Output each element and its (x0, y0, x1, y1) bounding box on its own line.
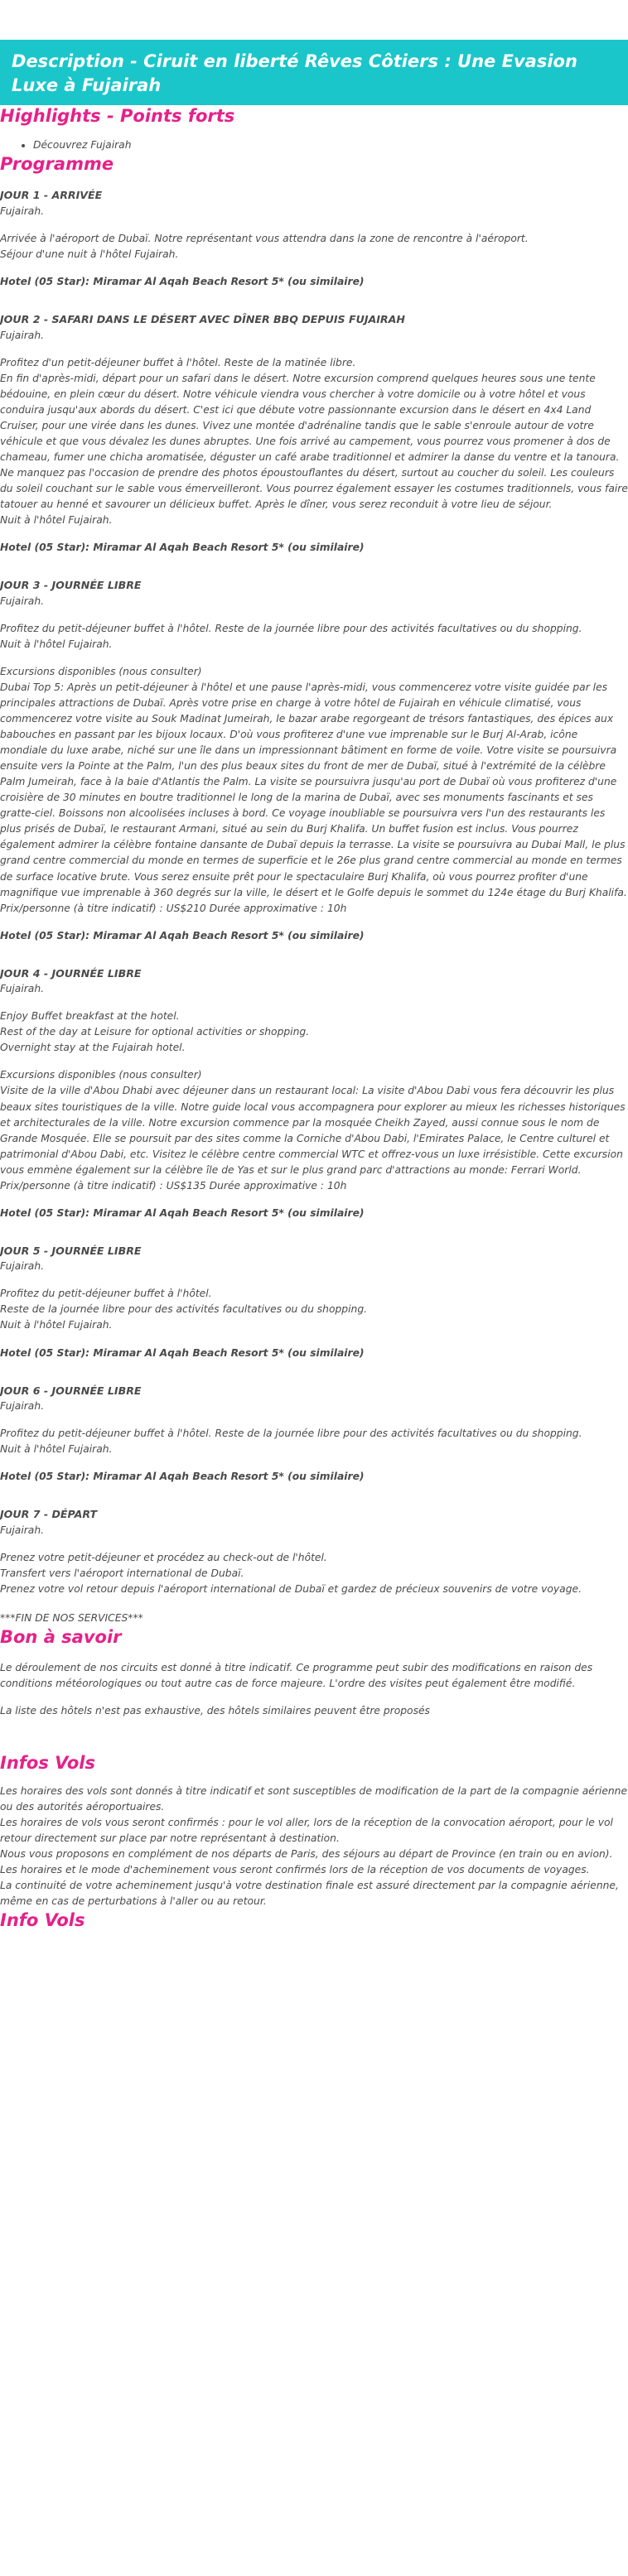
day-description: Profitez du petit-déjeuner buffet à l'hôtel. Reste de la journée libre pour des activités facultatives ou du shopping. Nuit à l'hôtel Fujairah. (0, 622, 582, 650)
list-item: • Découvrez Fujairah (33, 137, 628, 153)
day-title: JOUR 7 - DÉPART (0, 1508, 98, 1521)
day-place: Fujairah. (0, 595, 45, 607)
day-title: JOUR 2 - SAFARI DANS LE DÉSERT AVEC DÎNER BBQ DEPUIS FUJAIRAH (0, 313, 405, 326)
bon-a-savoir-text-1: Le déroulement de nos circuits est donné à titre indicatif. Ce programme peut subir des modifications en raison des conditions météorologiques ou tout autre cas de force majeure. L'ordre des visites peut également être modifié. (0, 1662, 593, 1690)
day-description: Profitez du petit-déjeuner buffet à l'hôtel. Reste de la journée libre pour des activités facultatives ou du shopping. Nuit à l'hôtel Fujairah. (0, 1428, 582, 1456)
day-description: Prenez votre petit-déjeuner et procédez au check-out de l'hôtel. Transfert vers l'aéroport international de Dubaï. Prenez votre vol retour depuis l'aéroport international de Dubaï et gardez de précieux souvenirs de votre voyage. (0, 1551, 582, 1595)
day-hotel: Hotel (05 Star): Miramar Al Aqah Beach Resort 5* (ou similaire) (0, 1206, 365, 1219)
bon-a-savoir-heading: Bon à savoir (0, 1627, 122, 1648)
end-of-services-note: ***FIN DE NOS SERVICES*** (0, 1611, 143, 1624)
day-hotel: Hotel (05 Star): Miramar Al Aqah Beach Resort 5* (ou similaire) (0, 1471, 365, 1483)
info-vols-heading: Info Vols (0, 1910, 85, 1931)
day-title: JOUR 3 - JOURNÉE LIBRE (0, 579, 142, 592)
programme-day (0, 1506, 628, 1597)
programme-day (0, 1243, 628, 1361)
programme-day (0, 187, 628, 290)
day-description: Excursions disponibles (nous consulter) Visite de la ville d'Abou Dhabi avec déjeuner dans un restaurant local: La visite d'Abou Dabi vous fera découvrir les plus beaux sites touristiques de la ville. Notre guide local vous accompagnera pour explorer au mieux les richesses historiques et architecturales de la ville. Notre excursion commence par la mosquée Cheikh Zayed, aussi connue sous le nom de Grande Mosquée. Elle se poursuit par des sites comme la Corniche d'Abou Dabi, l'Emirates Palace, le Centre culturel et patrimonial d'Abou Dabi, etc. Visitez le célèbre centre commercial WTC et offrez-vous un luxe irrésistible. Cette excursion vous emmène également sur la célèbre île de Yas et sur le plus grand parc d'attractions au monde: Ferrari World. Prix/personne (à titre indicatif) : US$135 Durée approximative : 10h (0, 1069, 626, 1192)
day-place: Fujairah. (0, 329, 45, 341)
programme-day (0, 965, 628, 1221)
day-title: JOUR 1 - ARRIVÉE (0, 189, 103, 202)
programme-day (0, 311, 628, 556)
day-place: Fujairah. (0, 205, 45, 217)
day-description: Profitez d'un petit-déjeuner buffet à l'hôtel. Reste de la matinée libre. En fin d'après-midi, départ pour un safari dans le désert. Notre excursion comprend quelques heures sous une tente bédouine, en plein cœur du désert. Notre véhicule viendra vous chercher à votre domicile ou à votre hôtel et vous conduira jusqu'aux abords du désert. C'est ici que débute votre passionnante excursion dans le désert en 4x4 Land Cruiser, pour une virée dans les dunes. Vivez une montée d'adrénaline tandis que le sable s'enroule autour de votre véhicule et que vous dévalez les dunes abruptes. Une fois arrivé au campement, vous pourrez vous promener à dos de chameau, fumer une chicha aromatisée, déguster un café arabe traditionnel et admirer la danse du ventre et la tanoura. Ne manquez pas l'occasion de prendre des photos époustouflantes du désert, surtout au coucher du soleil. Les couleurs du soleil couchant sur le sable vous émerveilleront. Vous pourrez également essayer les costumes traditionnels, vous faire tatouer au henné et savourer un délicieux buffet. Après le dîner, vous serez reconduit à votre lieu de séjour. Nuit à l'hôtel Fujairah. (0, 356, 628, 527)
day-title: JOUR 5 - JOURNÉE LIBRE (0, 1244, 142, 1257)
day-description: Excursions disponibles (nous consulter) Dubai Top 5: Après un petit-déjeuner à l'hôtel et une pause l'après-midi, vous commencerez votre visite guidée par les principales attractions de Dubaï. Après votre prise en charge à votre hôtel de Fujairah en véhicule climatisé, vous commencerez votre visite au Souk Madinat Jumeirah, le bazar arabe regorgeant de trésors fantastiques, des épices aux babouches en passant par les bijoux locaux. D'où vous profiterez d'une vue imprenable sur le Burj Al-Arab, icône mondiale du luxe arabe, niché sur une île dans un impressionnant bâtiment en forme de voile. Votre visite se poursuivra ensuite vers la Pointe at the Palm, l'un des plus beaux sites du front de mer de Dubaï, situé à l'extrémité de la célèbre Palm Jumeirah, face à la baie d'Atlantis the Palm. La visite se poursuivra jusqu'au port de Dubaï où vous profiterez d'une croisière de 30 minutes en boutre traditionnel le long de la marina de Dubaï, avec ses monuments fascinants et ses gratte-ciel. Boissons non alcoolisées incluses à bord. Ce voyage inoubliable se poursuivra vers l'un des restaurants les plus prisés de Dubaï, le restaurant Armani, situé au sein du Burj Khalifa. Un buffet fusion est inclus. Vous pourrez également admirer la célèbre fontaine dansante de Dubaï depuis la terrasse. La visite se poursuivra au Dubai Mall, le plus grand centre commercial du monde en termes de superficie et le 26e plus grand centre commercial au monde en termes de surface locative brute. Vous serez ensuite prêt pour le spectaculaire Burj Khalifa, où vous pourrez profiter d'une magnifique vue imprenable à 360 degrés sur la ville, le désert et le Golfe depuis le sommet du 124e étage du Burj Khalifa. Prix/personne (à titre indicatif) : US$210 Durée approximative : 10h (0, 665, 627, 914)
day-description: Enjoy Buffet breakfast at the hotel. Rest of the day at Leisure for optional activities or shopping. Overnight stay at the Fujairah hotel. (0, 1010, 310, 1054)
programme-day (0, 577, 628, 943)
infos-vols-text: Les horaires des vols sont donnés à titre indicatif et sont susceptibles de modification de la part de la compagnie aérienne ou des autorités aéroportuaires. Les horaires de vols vous seront confirmés : pour le vol aller, lors de la réception de la convocation aéroport, pour le vol retour directement sur place par notre représentant à destination. Nous vous proposons en complément de nos départs de Paris, des séjours au départ de Province (en train ou en avion). Les horaires et le mode d'acheminement vous seront confirmés lors de la réception de vos documents de voyages. La continuité de votre acheminement jusqu'à votre destination finale est assuré directement par la compagnie aérienne, même en cas de perturbations à l'aller ou au retour. (0, 1784, 628, 1908)
highlights-list (0, 137, 628, 153)
day-place: Fujairah. (0, 1400, 45, 1413)
bon-a-savoir-text-2: La liste des hôtels n'est pas exhaustive, des hôtels similaires peuvent être proposés (0, 1705, 430, 1717)
programme-heading: Programme (0, 154, 114, 175)
day-place: Fujairah. (0, 1524, 45, 1536)
page-content (0, 40, 628, 1932)
day-hotel: Hotel (05 Star): Miramar Al Aqah Beach Resort 5* (ou similaire) (0, 276, 365, 288)
page-title: Description - Ciruit en liberté Rêves Côtiers : Une Evasion Luxe à Fujairah (0, 40, 628, 105)
day-hotel: Hotel (05 Star): Miramar Al Aqah Beach Resort 5* (ou similaire) (0, 542, 365, 554)
day-place: Fujairah. (0, 983, 45, 995)
day-description: Profitez du petit-déjeuner buffet à l'hôtel. Reste de la journée libre pour des activités facultatives ou du shopping. Nuit à l'hôtel Fujairah. (0, 1288, 368, 1331)
infos-vols-heading: Infos Vols (0, 1753, 95, 1774)
day-title: JOUR 4 - JOURNÉE LIBRE (0, 966, 142, 980)
highlights-heading: Highlights - Points forts (0, 105, 235, 126)
day-place: Fujairah. (0, 1260, 45, 1273)
day-title: JOUR 6 - JOURNÉE LIBRE (0, 1384, 142, 1397)
day-hotel: Hotel (05 Star): Miramar Al Aqah Beach Resort 5* (ou similaire) (0, 1346, 365, 1359)
programme-day (0, 1383, 628, 1485)
day-hotel: Hotel (05 Star): Miramar Al Aqah Beach Resort 5* (ou similaire) (0, 929, 365, 941)
day-description: Arrivée à l'aéroport de Dubaï. Notre représentant vous attendra dans la zone de rencontre à l'aéroport. Séjour d'une nuit à l'hôtel Fujairah. (0, 232, 529, 261)
programme-days (0, 187, 628, 1597)
